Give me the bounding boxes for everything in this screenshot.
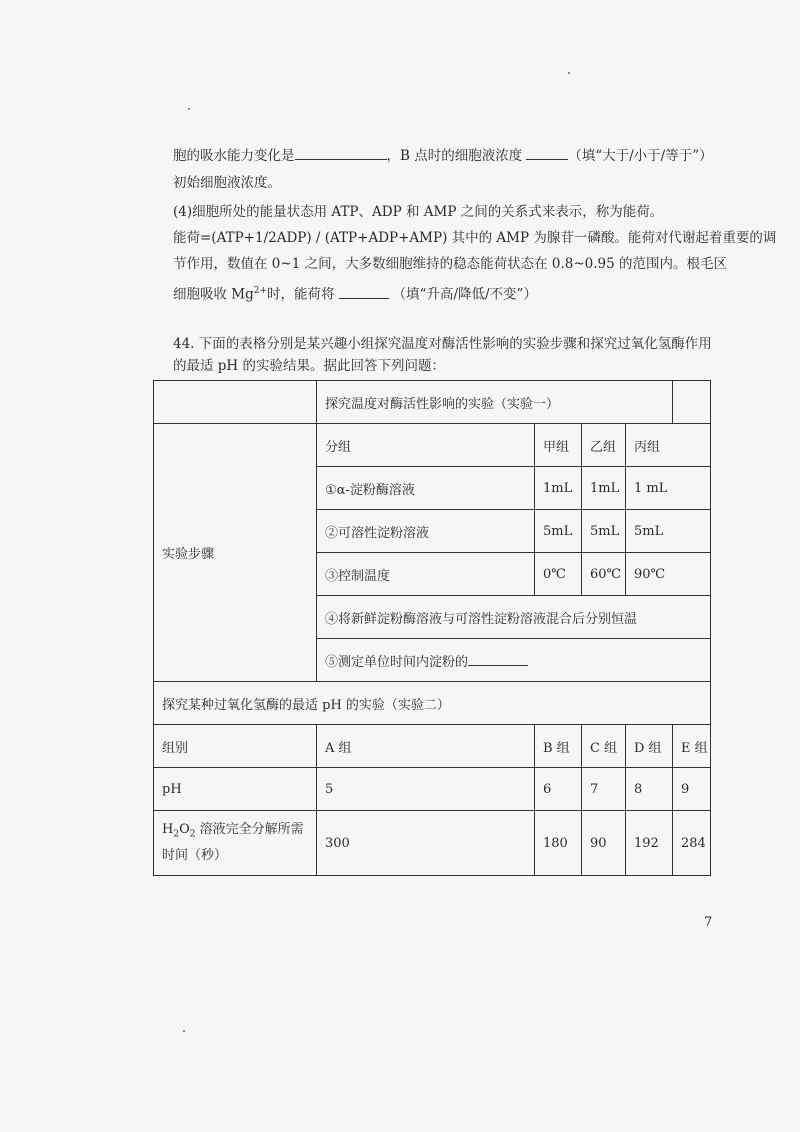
answer-blank — [295, 147, 387, 160]
step4-text: ④将新鲜淀粉酶溶液与可溶性淀粉溶液混合后分别恒温 — [317, 596, 711, 639]
text-segment: 溶液完全分解所需 — [195, 821, 304, 837]
text-line: (4)细胞所处的能量状态用 ATP、ADP 和 AMP 之间的关系式来表示，称为能荷。 — [173, 204, 664, 220]
table-cell: 90℃ — [626, 553, 711, 596]
text-line: 初始细胞液浓度。 — [173, 175, 281, 191]
table-cell: 1mL — [535, 467, 582, 510]
page-number: 7 — [704, 915, 713, 930]
table-cell: 1mL — [582, 467, 626, 510]
ph-value: 7 — [582, 768, 626, 811]
ph-label: pH — [154, 768, 317, 811]
step5-text: ⑤测定单位时间内淀粉的 — [325, 654, 469, 670]
group-bing: 丙组 — [626, 424, 711, 467]
time-value: 192 — [626, 811, 673, 876]
text-line — [173, 281, 537, 305]
steps-label: 实验步骤 — [154, 424, 317, 682]
text-segment: （填“升高/降低/不变”） — [392, 286, 537, 303]
experiment-table — [153, 380, 711, 876]
text-segment: 时间（秒） — [162, 848, 228, 864]
answer-blank — [468, 653, 528, 666]
subscript: 2 — [173, 829, 180, 840]
text-segment: 时，能荷将 — [267, 286, 335, 303]
empty-cell — [154, 381, 317, 424]
exp2-title: 探究某种过氧化氢酶的最适 pH 的实验（实验二） — [154, 682, 711, 725]
text-segment: O — [179, 821, 190, 837]
exp2-group-b: B 组 — [535, 725, 582, 768]
exp2-group-e: E 组 — [673, 725, 711, 768]
step2-label: ②可溶性淀粉溶液 — [317, 510, 535, 553]
table-cell: 5mL — [535, 510, 582, 553]
text-line: 节作用，数值在 0~1 之间，大多数细胞维持的稳态能荷状态在 0.8~0.95 的范围内。根毛区 — [173, 256, 727, 272]
exp2-group-d: D 组 — [626, 725, 673, 768]
time-value: 90 — [582, 811, 626, 876]
question-44-line2: 的最适 pH 的实验结果。据此回答下列问题： — [173, 358, 445, 374]
exp1-title: 探究温度对酶活性影响的实验（实验一） — [317, 381, 673, 424]
text-line: 能荷=(ATP+1/2ADP) / (ATP+ADP+AMP) 其中的 AMP 为腺苷一磷酸。能荷对代谢起着重要的调 — [173, 230, 777, 246]
text-segment: 细胞吸收 Mg — [173, 286, 254, 303]
table-cell: 5mL — [626, 510, 711, 553]
step1-label: ①α-淀粉酶溶液 — [317, 467, 535, 510]
table-cell: 1 mL — [626, 467, 711, 510]
question-44-line1: 44. 下面的表格分别是某兴趣小组探究温度对酶活性影响的实验步骤和探究过氧化氢酶作用 — [173, 336, 712, 352]
answer-blank — [526, 147, 568, 160]
text-line — [173, 146, 713, 166]
group-label: 组别 — [154, 725, 317, 768]
step3-label: ③控制温度 — [317, 553, 535, 596]
text-segment: （填“大于/小于/等于”） — [568, 148, 713, 164]
exp2-group-c: C 组 — [582, 725, 626, 768]
table-cell: 5mL — [582, 510, 626, 553]
ph-value: 9 — [673, 768, 711, 811]
text-segment: 胞的吸水能力变化是 — [173, 148, 295, 164]
ph-value: 5 — [317, 768, 535, 811]
scan-speck — [183, 1030, 185, 1032]
table-cell: 0℃ — [535, 553, 582, 596]
time-value: 300 — [317, 811, 535, 876]
empty-cell — [673, 381, 711, 424]
ph-value: 6 — [535, 768, 582, 811]
text-segment: ，B 点时的细胞液浓度 — [386, 148, 523, 164]
exp2-group-a: A 组 — [317, 725, 535, 768]
superscript: 2+ — [253, 286, 268, 296]
ph-value: 8 — [626, 768, 673, 811]
group-yi: 乙组 — [582, 424, 626, 467]
time-label — [154, 811, 317, 876]
group-jia: 甲组 — [535, 424, 582, 467]
scan-speck — [568, 72, 570, 74]
time-value: 180 — [535, 811, 582, 876]
answer-blank — [339, 286, 389, 299]
table-cell: 60℃ — [582, 553, 626, 596]
text-segment: H — [162, 821, 174, 837]
time-value: 284 — [673, 811, 711, 876]
subscript: 2 — [189, 829, 196, 840]
step5-cell — [317, 639, 711, 682]
scan-speck — [188, 108, 190, 110]
group-header: 分组 — [317, 424, 535, 467]
